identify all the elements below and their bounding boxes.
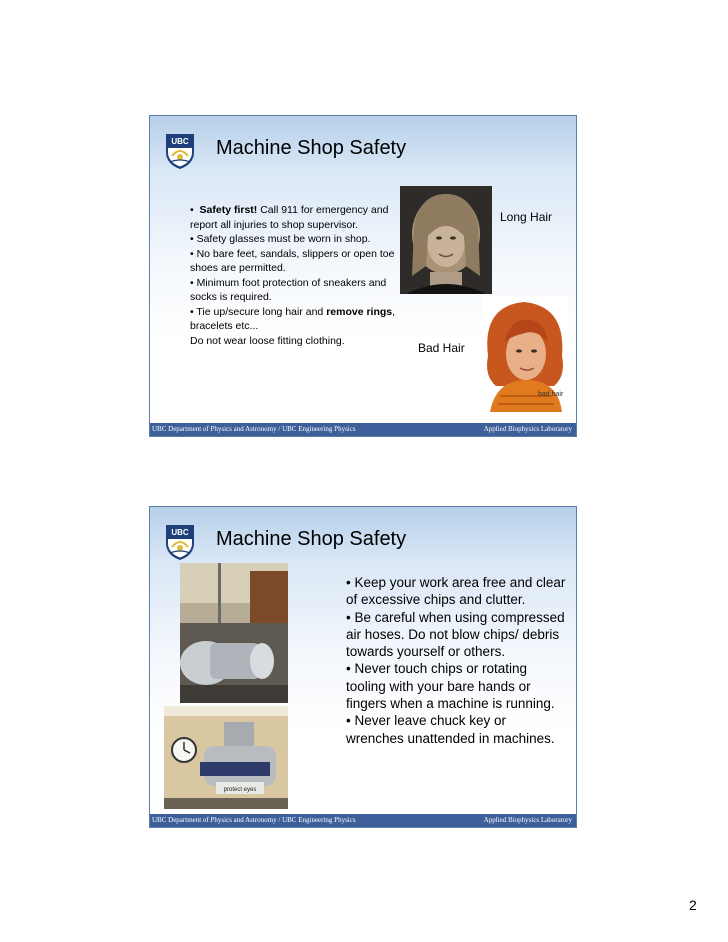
bullet-tie-up-hair: • Tie up/secure long hair and remove rings, bracelets etc... bbox=[190, 305, 396, 332]
ubc-logo-icon bbox=[164, 132, 196, 170]
logo-text: UBC bbox=[171, 528, 189, 537]
long-hair-photo bbox=[400, 186, 492, 294]
bullet-safety-glasses: • Safety glasses must be worn in shop. bbox=[190, 233, 371, 245]
bullet-foot-protection: • Minimum foot protection of sneakers and socks is required. bbox=[190, 276, 387, 303]
ubc-logo-icon bbox=[164, 523, 196, 561]
bullet-chuck-key: • Never leave chuck key or wrenches unattended in machines. bbox=[346, 713, 555, 746]
safety-bullet-list bbox=[190, 203, 400, 348]
logo-text: UBC bbox=[171, 137, 189, 146]
mill-caption: protect eyes bbox=[223, 787, 257, 793]
slide-2 bbox=[149, 506, 577, 828]
bullet-safety-first: • Safety first! Call 911 for emergency and report all injuries to shop supervisor. bbox=[190, 204, 389, 231]
slide-footer bbox=[150, 423, 576, 436]
footer-department: UBC Department of Physics and Astronomy / UBC Engineering Physics bbox=[152, 425, 356, 433]
bullet-compressed-air: • Be careful when using compressed air hoses. Do not blow chips/ debris towards yourself or others. bbox=[346, 609, 565, 660]
bullet-no-bare-feet: • No bare feet, sandals, slippers or open toe shoes are permitted. bbox=[190, 247, 395, 274]
bad-hair-photo bbox=[482, 296, 567, 412]
footer-lab: Applied Biophysics Laboratory bbox=[483, 425, 572, 433]
footer-lab: Applied Biophysics Laboratory bbox=[483, 816, 572, 824]
slide-1 bbox=[149, 115, 577, 437]
footer-department: UBC Department of Physics and Astronomy / UBC Engineering Physics bbox=[152, 816, 356, 824]
bad-hair-label: Bad Hair bbox=[418, 341, 465, 355]
bullet-rotating-tooling: • Never touch chips or rotating tooling with your bare hands or fingers when a machine is running. bbox=[346, 661, 555, 712]
slide-footer bbox=[150, 814, 576, 827]
bad-hair-caption: bad hair bbox=[538, 391, 564, 398]
long-hair-label: Long Hair bbox=[500, 210, 553, 224]
bullet-work-area: • Keep your work area free and clear of excessive chips and clutter. bbox=[346, 575, 566, 608]
slide-title: Machine Shop Safety bbox=[216, 137, 407, 159]
bullet-loose-clothing: Do not wear loose fitting clothing. bbox=[190, 334, 345, 347]
milling-machine-photo bbox=[164, 706, 288, 809]
work-area-bullet-list bbox=[346, 574, 566, 747]
slide-title: Machine Shop Safety bbox=[216, 528, 407, 550]
page-number: 2 bbox=[689, 897, 697, 913]
lathe-photo bbox=[180, 563, 288, 703]
